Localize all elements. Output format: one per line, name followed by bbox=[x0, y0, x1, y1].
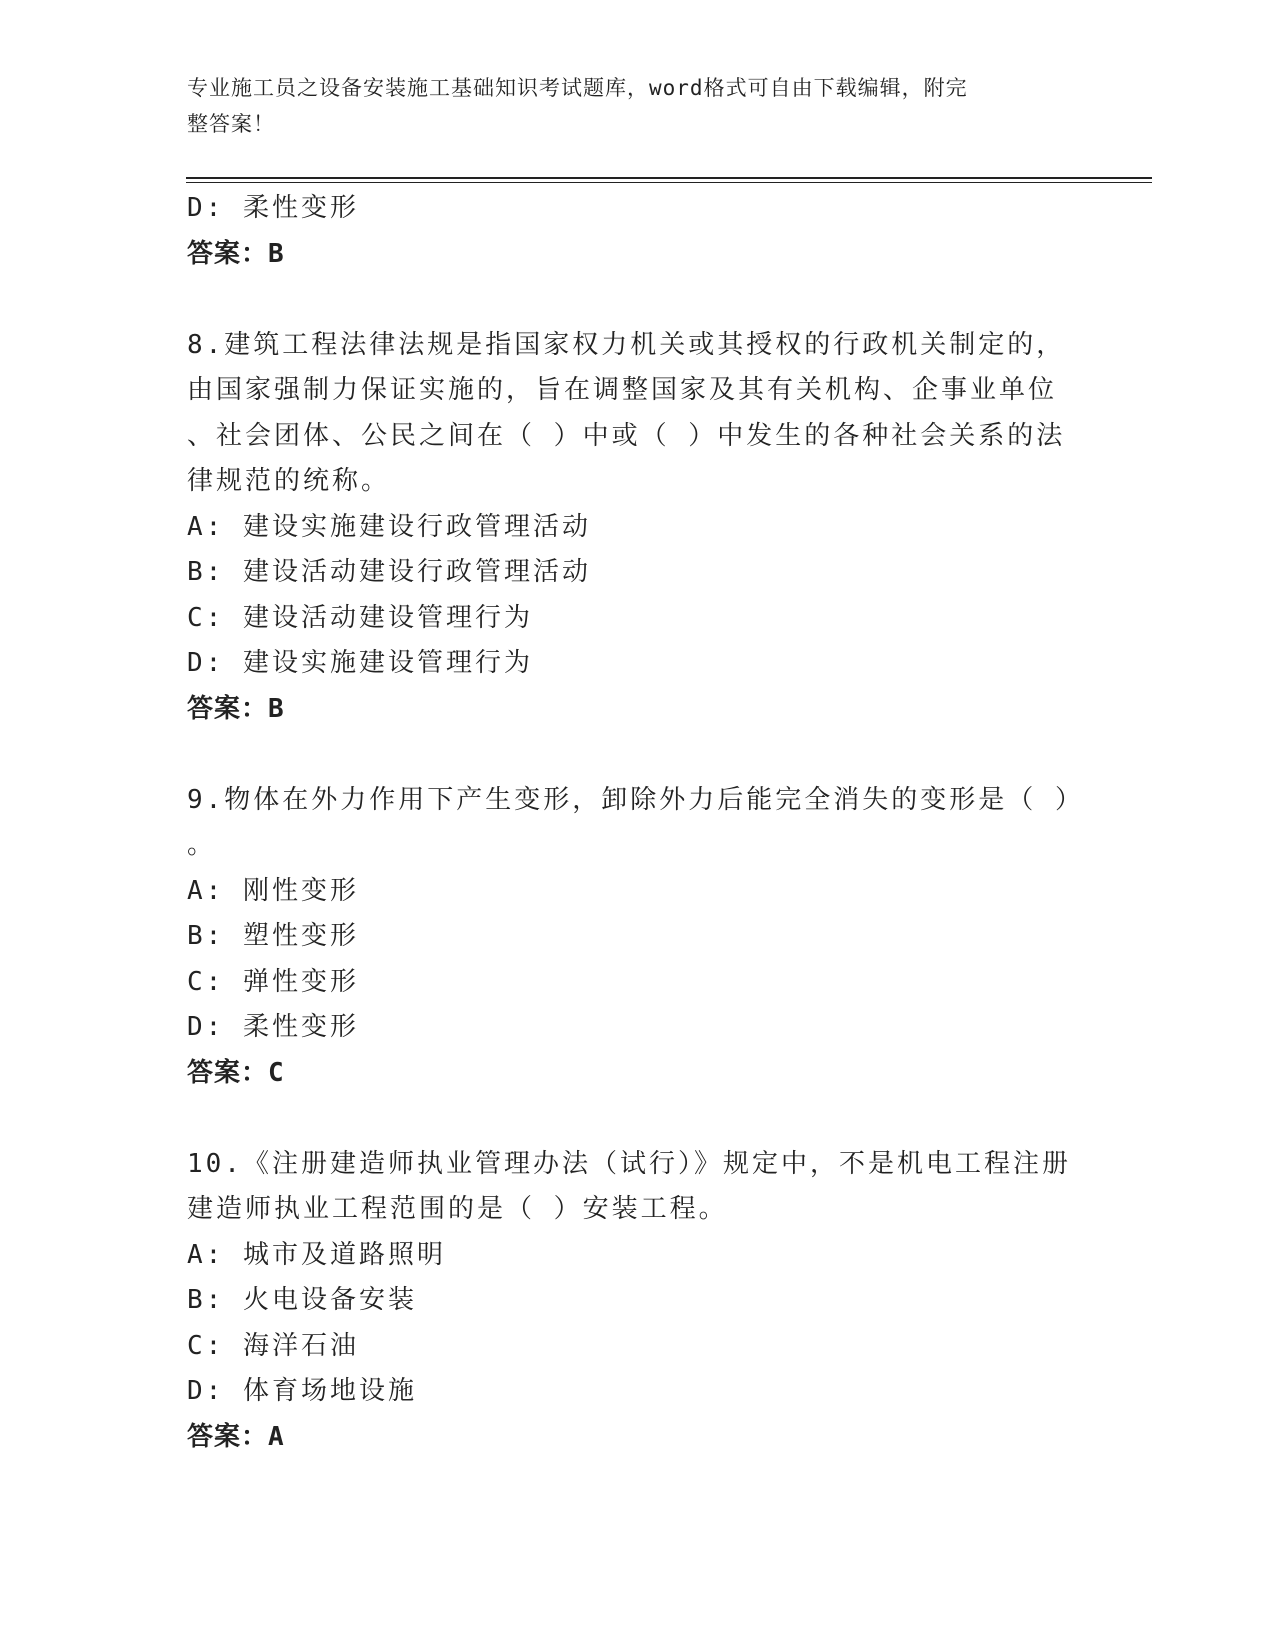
question-text: 10.《注册建造师执业管理办法（试行）》规定中，不是机电工程注册 bbox=[187, 1148, 1071, 1179]
question-text: 、社会团体、公民之间在（ ）中或（ ）中发生的各种社会关系的法 bbox=[187, 420, 1066, 451]
option-c: C: 海洋石油 bbox=[187, 1330, 359, 1361]
answer: 答案：A bbox=[187, 1421, 285, 1452]
option-b: B: 塑性变形 bbox=[187, 921, 359, 951]
question-text: 律规范的统称。 bbox=[187, 466, 391, 496]
question-text: 由国家强制力保证实施的，旨在调整国家及其有关机构、企事业单位 bbox=[187, 375, 1058, 405]
option-a: A: 城市及道路照明 bbox=[187, 1239, 446, 1270]
question-9 bbox=[187, 778, 1087, 1097]
header-divider-thin bbox=[186, 182, 1152, 183]
option-a: A: 建设实施建设行政管理活动 bbox=[187, 511, 591, 542]
spacer bbox=[187, 277, 1087, 323]
question-text: 9.物体在外力作用下产生变形，卸除外力后能完全消失的变形是（ ） bbox=[187, 784, 1084, 815]
header-line-2: 整答案！ bbox=[187, 112, 275, 136]
option-d: D: 建设实施建设管理行为 bbox=[187, 648, 533, 678]
previous-question-tail bbox=[187, 186, 1087, 277]
option-b: B: 建设活动建设行政管理活动 bbox=[187, 557, 591, 587]
spacer bbox=[187, 1096, 1087, 1142]
answer: 答案：C bbox=[187, 1057, 285, 1088]
question-text: 。 bbox=[187, 830, 217, 860]
option-d: D: 体育场地设施 bbox=[187, 1376, 417, 1406]
option-c: C: 弹性变形 bbox=[187, 966, 359, 997]
question-text: 建造师执业工程范围的是（ ）安装工程。 bbox=[187, 1194, 728, 1224]
option-d: D: 柔性变形 bbox=[187, 193, 359, 223]
question-text: 8.建筑工程法律法规是指国家权力机关或其授权的行政机关制定的， bbox=[187, 329, 1066, 360]
answer: 答案：B bbox=[187, 238, 285, 269]
page-header bbox=[187, 70, 1067, 142]
header-divider-thick bbox=[186, 177, 1152, 179]
option-a: A: 刚性变形 bbox=[187, 875, 359, 906]
option-b: B: 火电设备安装 bbox=[187, 1285, 417, 1315]
option-c: C: 建设活动建设管理行为 bbox=[187, 602, 533, 633]
header-line-1: 专业施工员之设备安装施工基础知识考试题库，word格式可自由下载编辑，附完 bbox=[187, 76, 968, 100]
answer: 答案：B bbox=[187, 693, 285, 724]
question-10 bbox=[187, 1142, 1087, 1461]
option-d: D: 柔性变形 bbox=[187, 1012, 359, 1042]
spacer bbox=[187, 732, 1087, 778]
question-8 bbox=[187, 323, 1087, 733]
document-body bbox=[187, 186, 1087, 1460]
